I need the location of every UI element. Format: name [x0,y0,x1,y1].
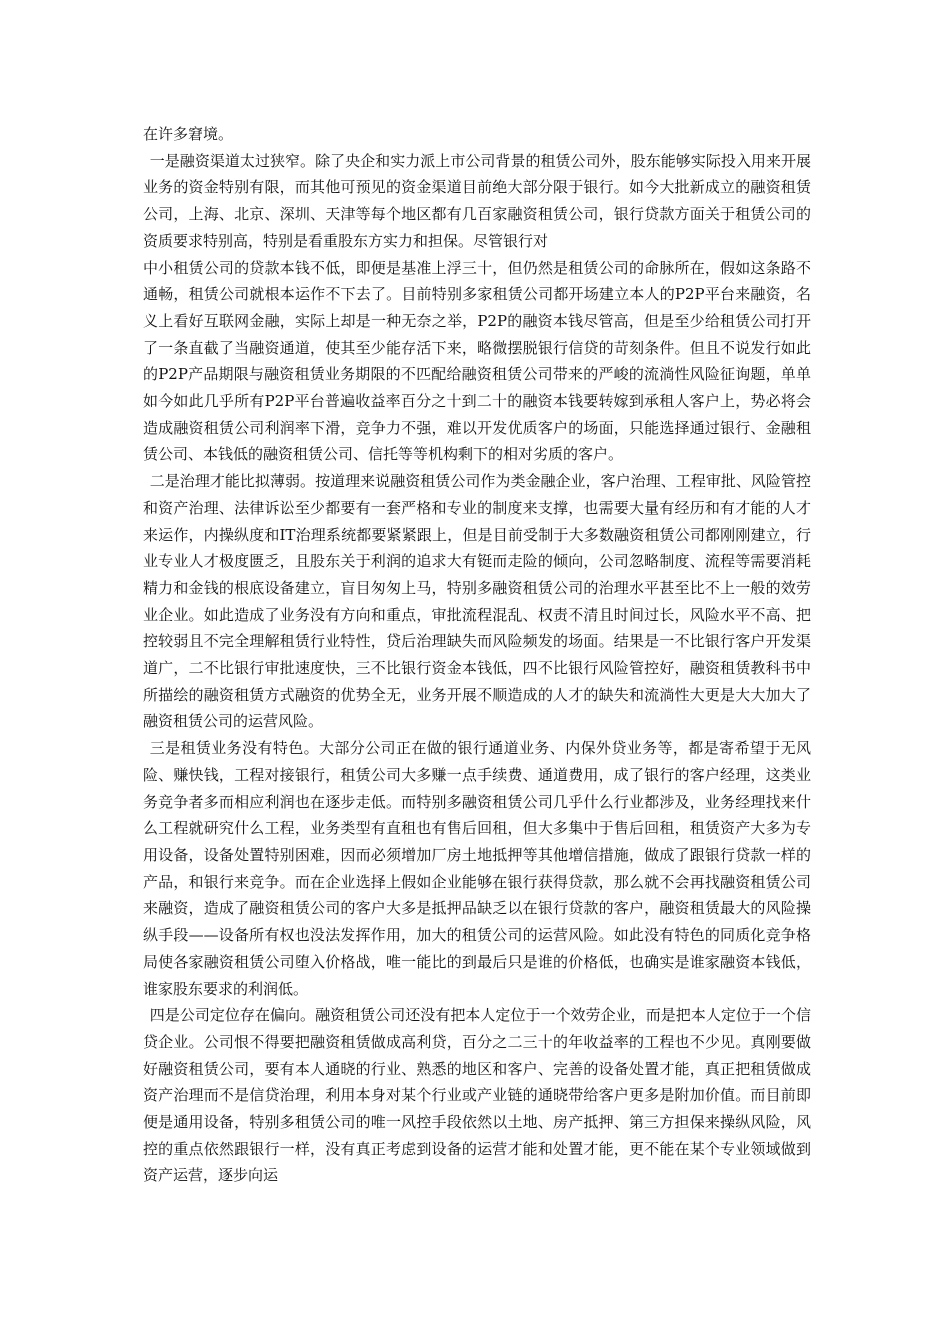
document-body [143,121,811,1189]
paragraph-management-capability: 二是治理才能比拟薄弱。按道理来说融资租赁公司作为类金融企业，客户治理、工程审批、风险管控和资产治理、法律诉讼至少都要有一套严格和专业的制度来支撑，也需要大量有经历和有才能的人才来运作，内操纵度和IT治理系统都要紧紧跟上，但是目前受制于大多数融资租赁公司都刚刚建立，行业专业人才极度匮乏，且股东关于利润的追求大有铤而走险的倾向，公司忽略制度、流程等需要消耗精力和金钱的根底设备建立，盲目匆匆上马，特别多融资租赁公司的治理水平甚至比不上一般的效劳业企业。如此造成了业务没有方向和重点，审批流程混乱、权责不清且时间过长，风险水平不高、把控较弱且不完全理解租赁行业特性，贷后治理缺失而风险频发的场面。结果是一不比银行客户开发渠道广，二不比银行审批速度快，三不比银行资金本钱低，四不比银行风险管控好，融资租赁教科书中所描绘的融资租赁方式融资的优势全无，业务开展不顺造成的人才的缺失和流淌性大更是大大加大了融资租赁公司的运营风险。 [143,472,811,731]
paragraph-business-features: 三是租赁业务没有特色。大部分公司正在做的银行通道业务、内保外贷业务等，都是寄希望于无风险、赚快钱，工程对接银行，租赁公司大多赚一点手续费、通道费用，成了银行的客户经理，这类业务竞争者多而相应利润也在逐步走低。而特别多融资租赁公司几乎什么行业都涉及，业务经理找来什么工程就研究什么工程，业务类型有直租也有售后回租，但大多集中于售后回租，租赁资产大多为专用设备，设备处置特别困难，因而必须增加厂房土地抵押等其他增信措施，做成了跟银行贷款一样的产品，和银行来竞争。而在企业选择上假如企业能够在银行获得贷款，那么就不会再找融资租赁公司来融资，造成了融资租赁公司的客户大多是抵押品缺乏以在银行贷款的客户，融资租赁最大的风险操纵手段——设备所有权也没法发挥作用，加大的租赁公司的运营风险。如此没有特色的同质化竞争格局使各家融资租赁公司堕入价格战，唯一能比的到最后只是谁的价格低，也确实是谁家融资本钱低，谁家股东要求的利润低。 [143,739,811,998]
paragraph-continuation: 在许多窘境。 [143,125,234,143]
paragraph-financing-channels: 一是融资渠道太过狭窄。除了央企和实力派上市公司背景的租赁公司外，股东能够实际投入用来开展业务的资金特别有限，而其他可预见的资金渠道目前绝大部分限于银行。如今大批新成立的融资租赁公司，上海、北京、深圳、天津等每个地区都有几百家融资租赁公司，银行贷款方面关于租赁公司的资质要求特别高，特别是看重股东方实力和担保。尽管银行对 [143,151,811,250]
paragraph-company-positioning: 四是公司定位存在偏向。融资租赁公司还没有把本人定位于一个效劳企业，而是把本人定位于一个信贷企业。公司恨不得要把融资租赁做成高利贷，百分之二三十的年收益率的工程也不少见。真刚要做好融资租赁公司，要有本人通晓的行业、熟悉的地区和客户、完善的设备处置才能，真正把租赁做成资产治理而不是信贷治理，利用本身对某个行业或产业链的通晓带给客户更多是附加价值。而目前即便是通用设备，特别多租赁公司的唯一风控手段依然以土地、房产抵押、第三方担保来操纵风险，风控的重点依然跟银行一样，没有真正考虑到设备的运营才能和处置才能，更不能在某个专业领域做到资产运营，逐步向运 [143,1006,811,1185]
paragraph-bank-loans: 中小租赁公司的贷款本钱不低，即便是基准上浮三十，但仍然是租赁公司的命脉所在，假如这条路不通畅，租赁公司就根本运作不下去了。目前特别多家租赁公司都开场建立本人的P2P平台来融资，名义上看好互联网金融，实际上却是一种无奈之举，P2P的融资本钱尽管高，但是至少给租赁公司打开了一条直截了当融资通道，使其至少能存活下来，略微摆脱银行信贷的苛刻条件。但且不说发行如此的P2P产品期限与融资租赁业务期限的不匹配给融资租赁公司带来的严峻的流淌性风险征询题，单单如今如此几乎所有P2P平台普遍收益率百分之十到二十的融资本钱要转嫁到承租人客户上，势必将会造成融资租赁公司利润率下滑，竞争力不强，难以开发优质客户的场面，只能选择通过银行、金融租赁公司、本钱低的融资租赁公司、信托等等机构剩下的相对劣质的客户。 [143,258,811,464]
